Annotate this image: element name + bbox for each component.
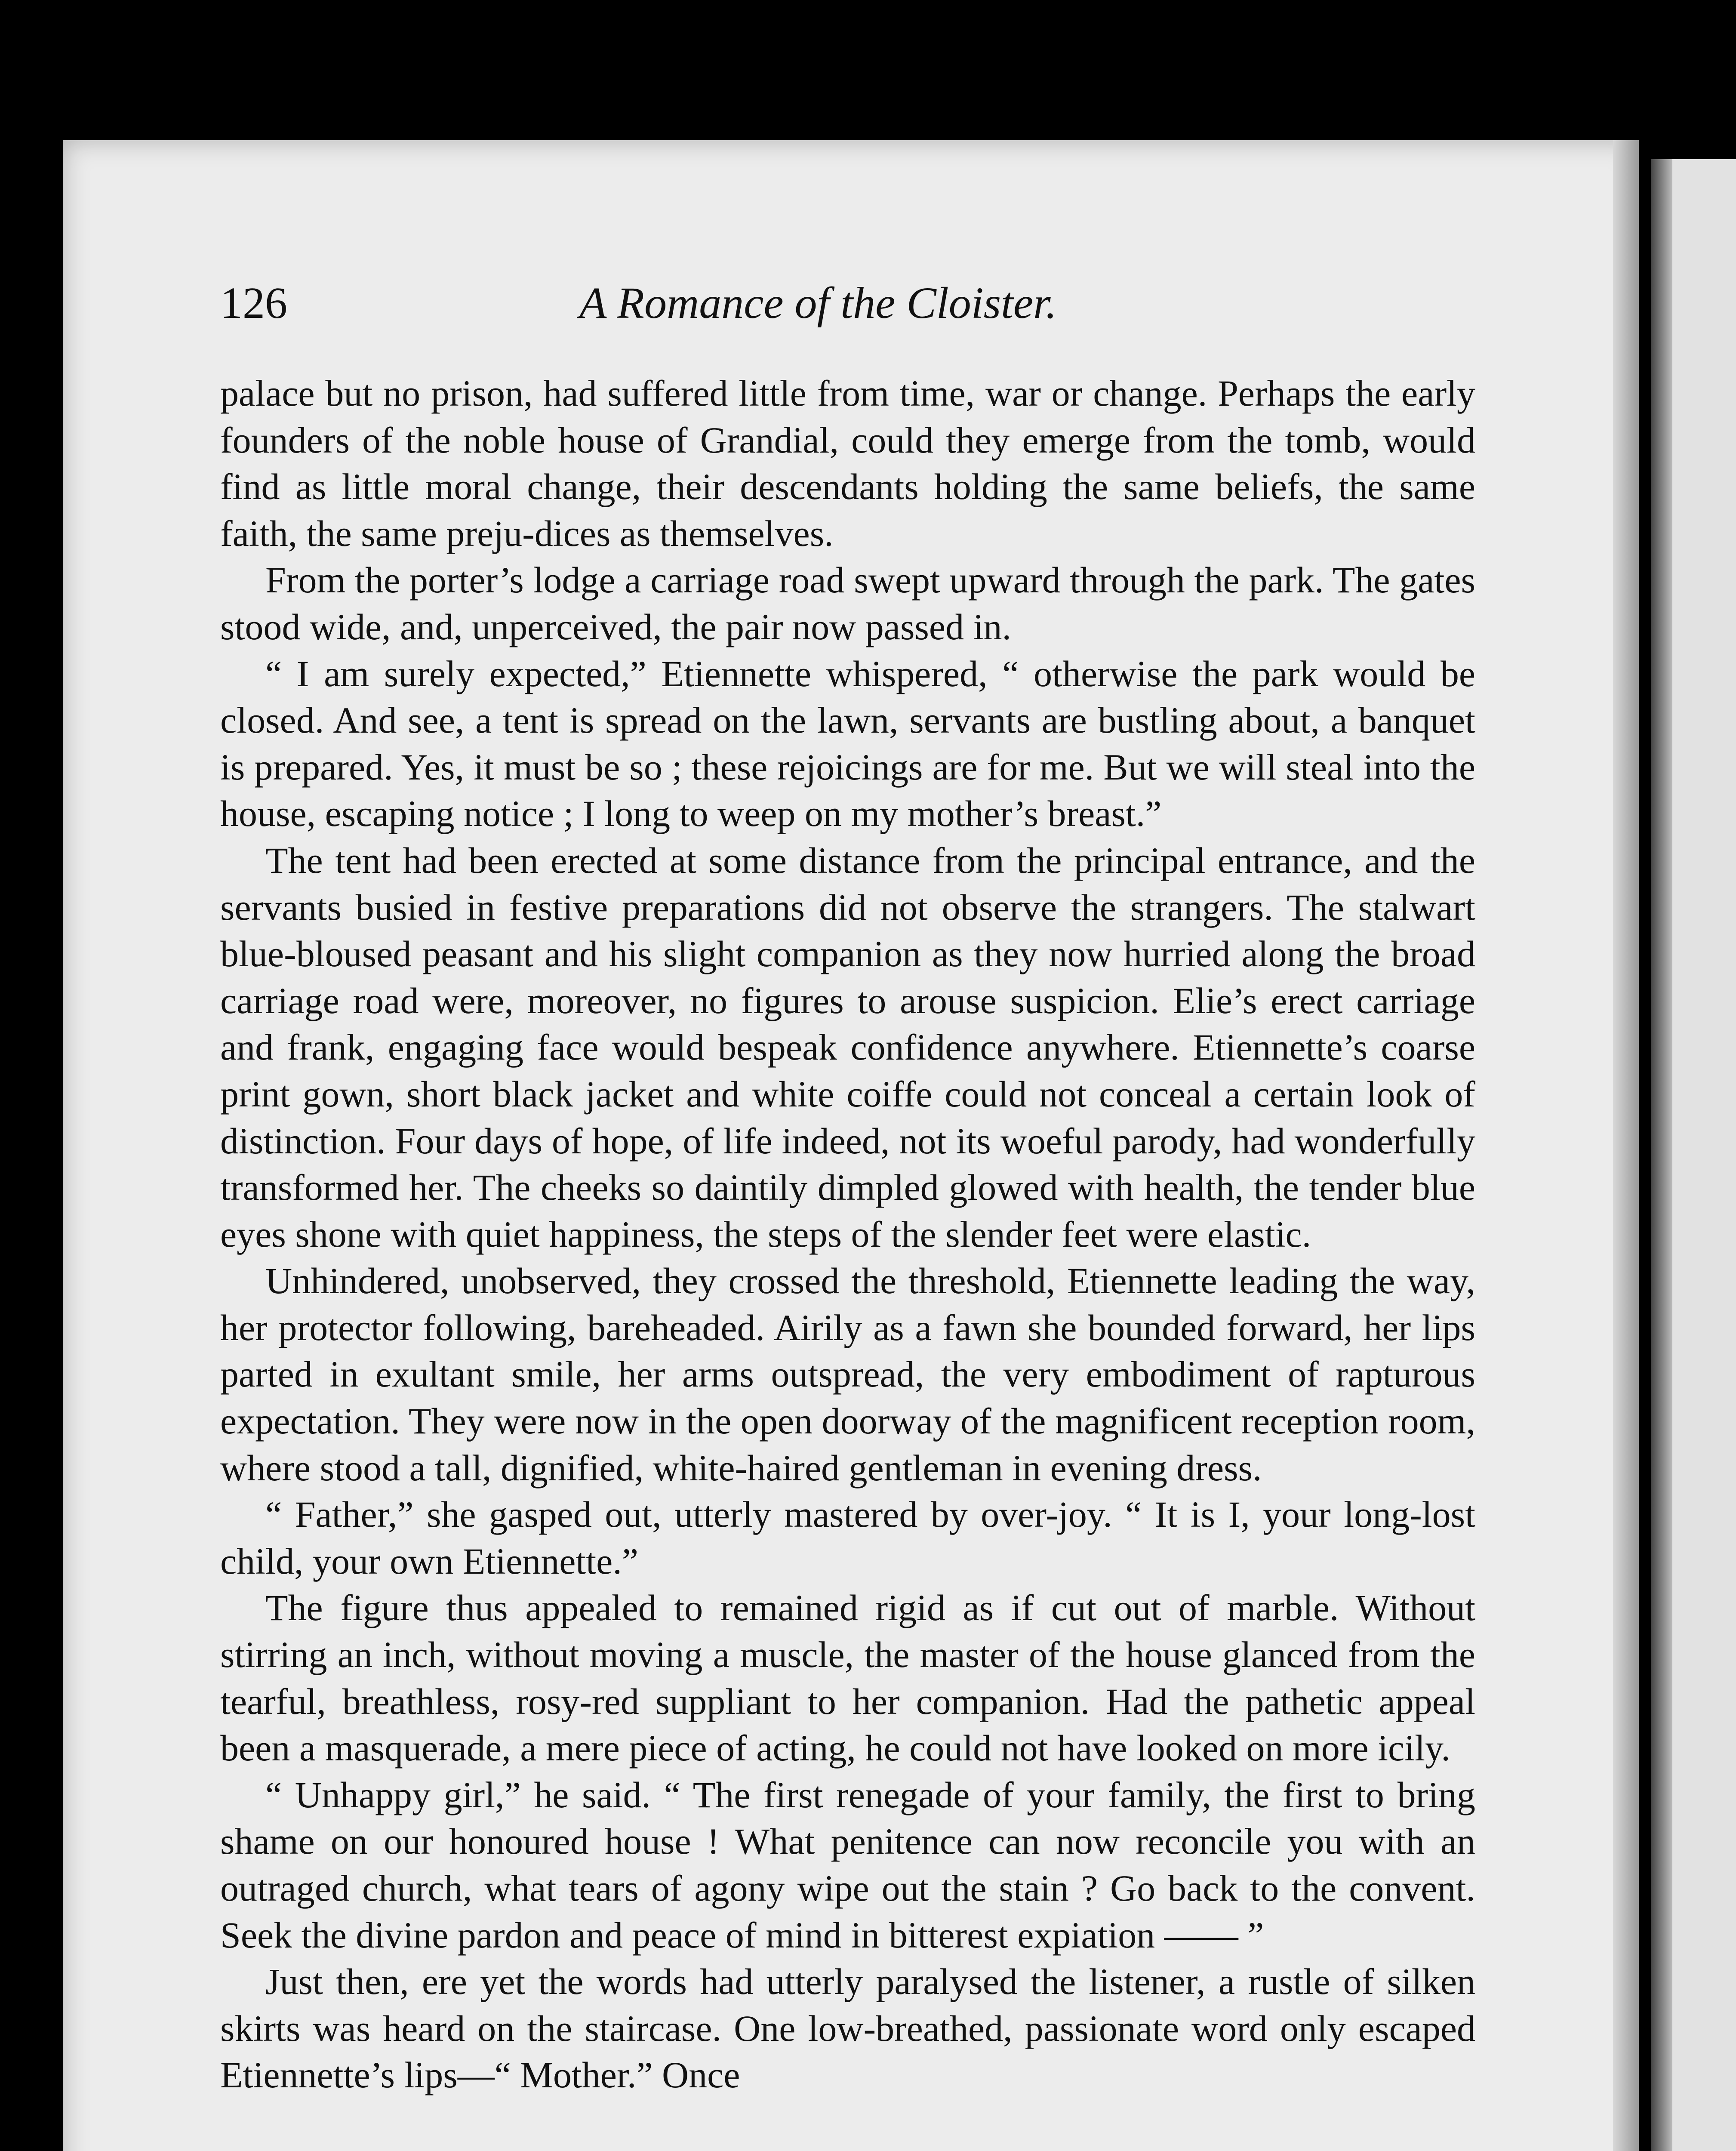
paragraph: palace but no prison, had suffered little from time, war or change. Perhaps the early founders of the noble house of Grandial, could they emerge from the tomb, would find as little moral change, their descendants holding the same beliefs, the same faith, the same preju-dices as themselves.: [220, 373, 1475, 554]
body-text: [220, 370, 1475, 2099]
running-title: A Romance of the Cloister.: [579, 278, 1057, 328]
paragraph: Just then, ere yet the words had utterly paralysed the listener, a rustle of silken skirts was heard on the staircase. One low-breathed, passionate word only escaped Etiennette’s lips—“ Mother.” Once: [220, 1961, 1475, 2096]
page-header: [156, 275, 1481, 331]
paragraph: The tent had been erected at some distance from the principal entrance, and the servants busied in festive preparations did not observe the strangers. The stalwart blue-bloused peasant and his slight companion as they now hurried along the broad carriage road were, moreover, no figures to arouse suspicion. Elie’s erect carriage and frank, engaging face would bespeak confidence anywhere. Etiennette’s coarse print gown, short black jacket and white coiffe could not conceal a certain look of distinction. Four days of hope, of life indeed, not its woeful parody, had wonderfully transformed her. The cheeks so daintily dimpled glowed with health, the tender blue eyes shone with quiet happiness, the steps of the slender feet were elastic.: [220, 839, 1475, 1255]
paragraph: “ Father,” she gasped out, utterly mastered by over-joy. “ It is I, your long-lost child, your own Etiennette.”: [220, 1494, 1475, 1582]
page-edge-shadow: [1613, 140, 1639, 2151]
paragraph: From the porter’s lodge a carriage road swept upward through the park. The gates stood wide, and, unperceived, the pair now passed in.: [220, 559, 1475, 647]
page-fold-shadow: [1651, 159, 1672, 2151]
paragraph: Unhindered, unobserved, they crossed the threshold, Etiennette leading the way, her protector following, bareheaded. Airily as a fawn she bounded forward, her lips parted in exultant smile, her arms outspread, the very embodiment of rapturous expectation. They were now in the open doorway of the magnificent reception room, where stood a tall, dignified, white-haired gentleman in evening dress.: [220, 1260, 1475, 1488]
paragraph: “ Unhappy girl,” he said. “ The first renegade of your family, the first to bring shame on our honoured house ! What penitence can now reconcile you with an outraged church, what tears of agony wipe out the stain ? Go back to the convent. Seek the divine pardon and peace of mind in bitterest expiation —— ”: [220, 1774, 1475, 1956]
adjacent-page-edge: [1651, 159, 1736, 2151]
paragraph: The figure thus appealed to remained rigid as if cut out of marble. Without stirring an inch, without moving a muscle, the master of the house glanced from the tearful, breathless, rosy-red suppliant to her companion. Had the pathetic appeal been a masquerade, a mere piece of acting, he could not have looked on more icily.: [220, 1587, 1475, 1769]
paragraph: “ I am surely expected,” Etiennette whispered, “ otherwise the park would be closed. And see, a tent is spread on the lawn, servants are bustling about, a banquet is prepared. Yes, it must be so ; these rejoicings are for me. But we will steal into the house, escaping notice ; I long to weep on my mother’s breast.”: [220, 653, 1475, 835]
page-number: 126: [220, 278, 287, 328]
